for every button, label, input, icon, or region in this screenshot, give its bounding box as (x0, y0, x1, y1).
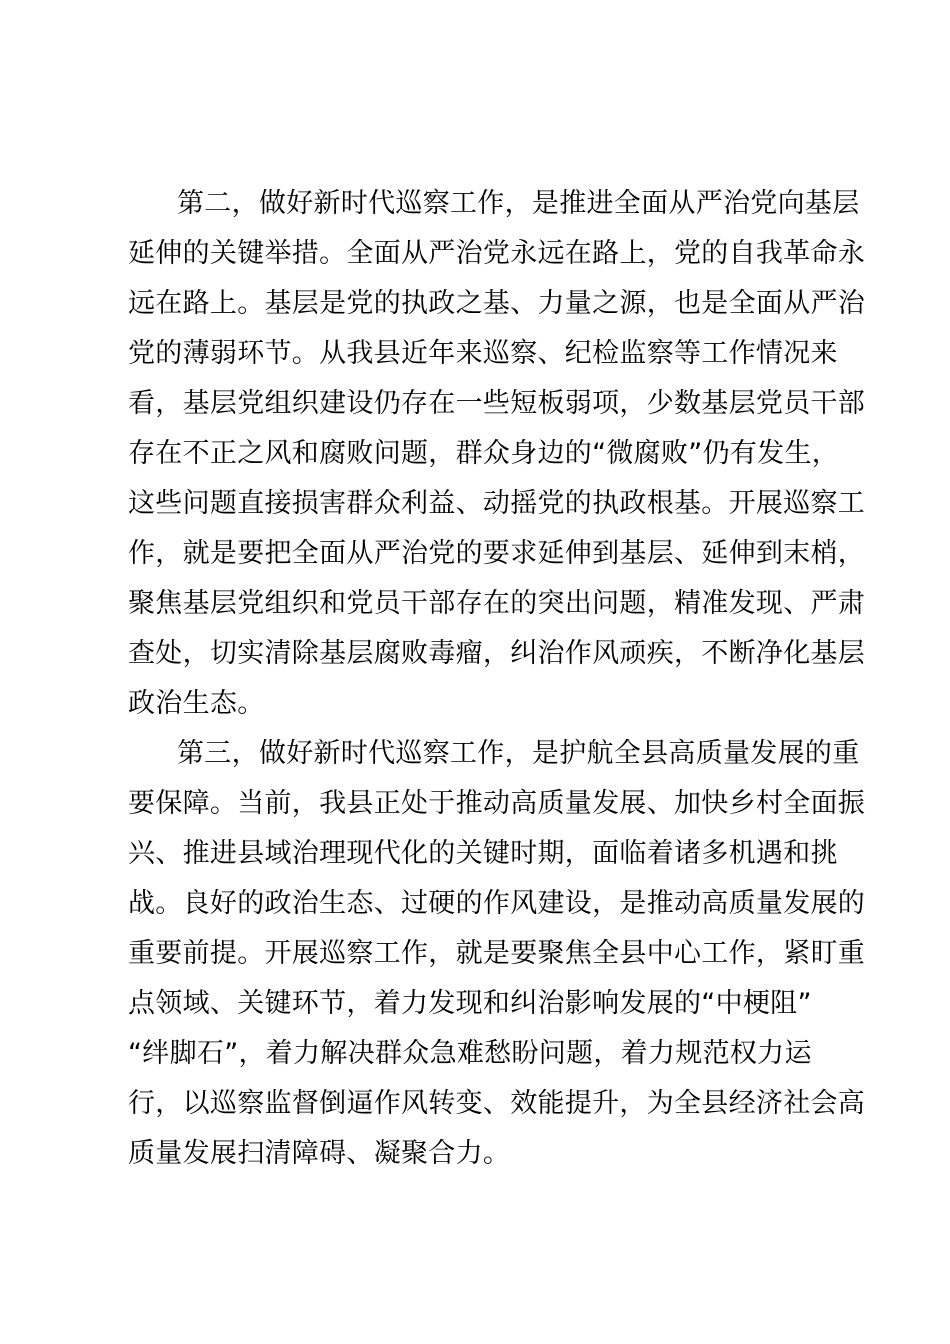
text-line: 政治生态。 (128, 688, 265, 719)
text-line: 要保障。当前，我县正处于推动高质量发展、加快乡村全面振 (128, 788, 866, 819)
text-line: 看，基层党组织建设仍存在一些短板弱项，少数基层党员干部 (128, 388, 866, 419)
text-line: 党的薄弱环节。从我县近年来巡察、纪检监察等工作情况来 (128, 338, 838, 369)
text-line: 点领域、关键环节，着力发现和纠治影响发展的“中梗阻” (128, 988, 812, 1019)
text-line: 作，就是要把全面从严治党的要求延伸到基层、延伸到末梢， (128, 538, 866, 569)
text-line: 远在路上。基层是党的执政之基、力量之源，也是全面从严治 (128, 288, 866, 319)
text-line: 聚焦基层党组织和党员干部存在的突出问题，精准发现、严肃 (128, 588, 866, 619)
text-line: 战。良好的政治生态、过硬的作风建设，是推动高质量发展的 (128, 888, 866, 919)
text-line: 这些问题直接损害群众利益、动摇党的执政根基。开展巡察工 (128, 488, 866, 519)
text-line: 第二，做好新时代巡察工作，是推进全面从严治党向基层 (177, 188, 860, 219)
text-line: 行，以巡察监督倒逼作风转变、效能提升，为全县经济社会高 (128, 1088, 866, 1119)
text-line: 质量发展扫清障碍、凝聚合力。 (128, 1138, 511, 1169)
text-line: “绊脚石”，着力解决群众急难愁盼问题，着力规范权力运 (128, 1038, 812, 1069)
text-line: 第三，做好新时代巡察工作，是护航全县高质量发展的重 (177, 738, 860, 769)
text-line: 兴、推进县域治理现代化的关键时期，面临着诸多机遇和挑 (128, 838, 838, 869)
text-line: 存在不正之风和腐败问题，群众身边的“微腐败”仍有发生， (128, 438, 840, 469)
text-line: 查处，切实清除基层腐败毒瘤，纠治作风顽疾，不断净化基层 (128, 638, 866, 669)
text-line: 重要前提。开展巡察工作，就是要聚焦全县中心工作，紧盯重 (128, 938, 866, 969)
text-line: 延伸的关键举措。全面从严治党永远在路上，党的自我革命永 (128, 238, 866, 269)
